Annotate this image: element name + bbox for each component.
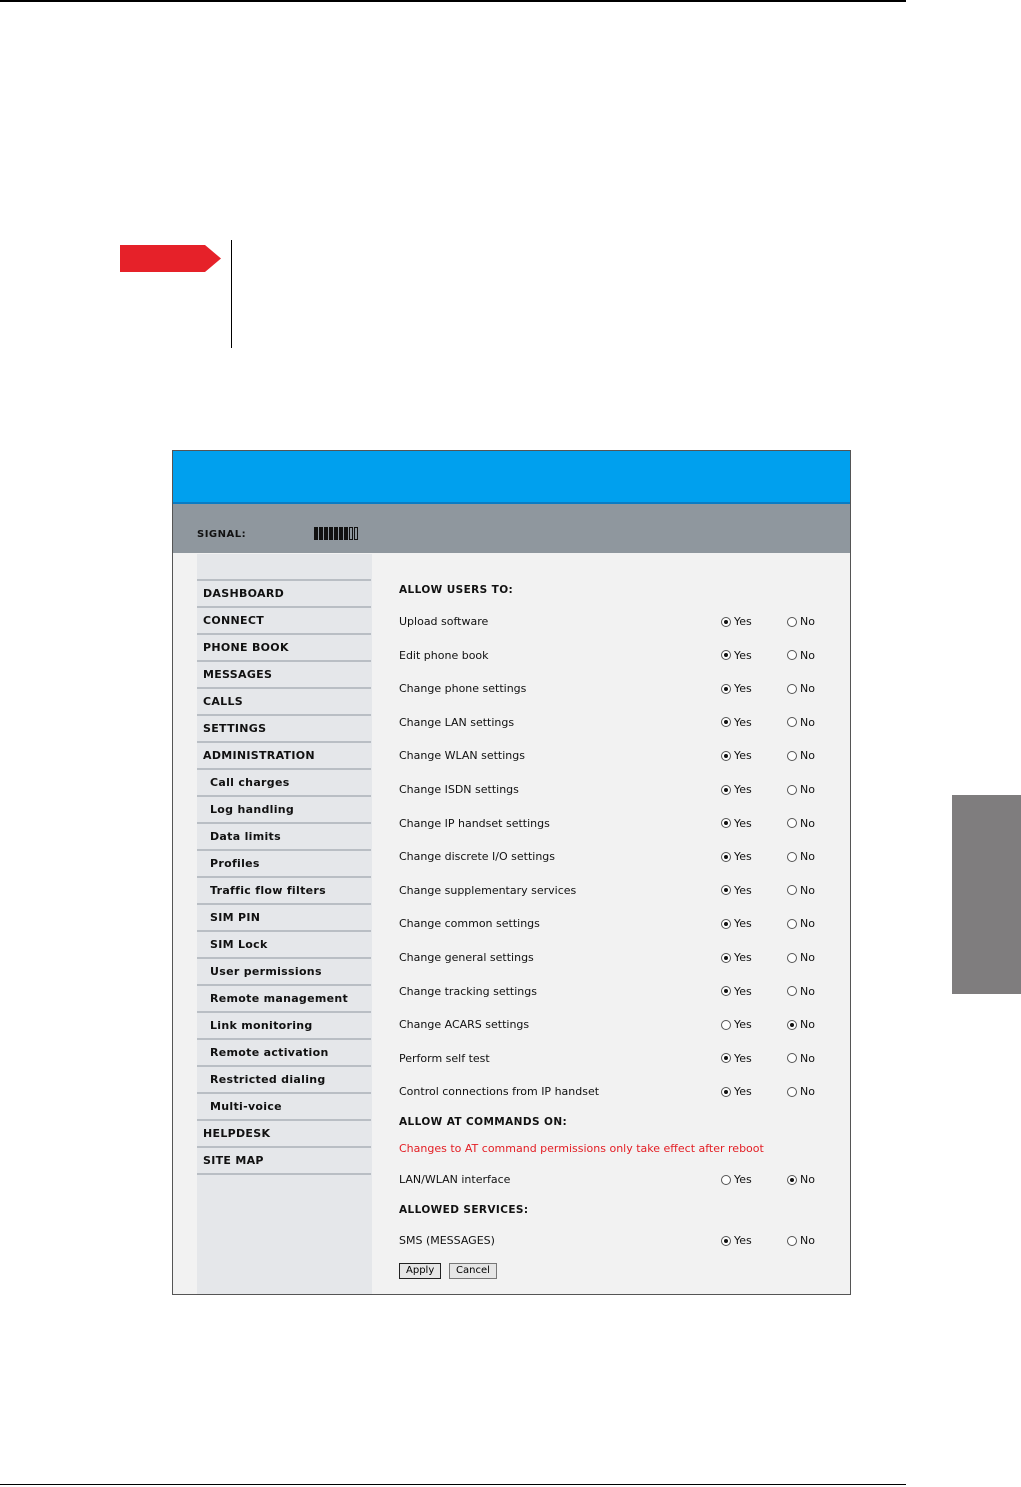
permission-row bbox=[399, 1018, 839, 1034]
no-option[interactable] bbox=[787, 917, 815, 930]
yes-label: Yes bbox=[734, 1051, 752, 1065]
permission-row bbox=[399, 749, 839, 765]
radio-yes-icon[interactable] bbox=[721, 885, 731, 895]
yes-option[interactable] bbox=[721, 716, 752, 729]
permission-row bbox=[399, 682, 839, 698]
radio-yes-icon[interactable] bbox=[721, 1087, 731, 1097]
reboot-warning: Changes to AT command permissions only take effect after reboot bbox=[399, 1142, 764, 1155]
sidebar-item-user-permissions[interactable]: User permissions bbox=[197, 959, 371, 986]
sidebar-item-data-limits[interactable]: Data limits bbox=[197, 824, 371, 851]
sidebar-nav bbox=[197, 554, 372, 1294]
permission-row bbox=[399, 917, 839, 933]
permission-row bbox=[399, 985, 839, 1001]
no-option[interactable] bbox=[787, 951, 815, 964]
no-option[interactable] bbox=[787, 1052, 815, 1065]
yes-label: Yes bbox=[734, 1234, 752, 1247]
no-option[interactable] bbox=[787, 985, 815, 998]
radio-no-icon[interactable] bbox=[787, 650, 797, 660]
sidebar-item-remote-management[interactable]: Remote management bbox=[197, 986, 371, 1013]
yes-label: Yes bbox=[734, 1018, 752, 1032]
no-label: No bbox=[800, 615, 815, 628]
sidebar-item-phone-book[interactable]: PHONE BOOK bbox=[197, 635, 371, 662]
sidebar-item-messages[interactable]: MESSAGES bbox=[197, 662, 371, 689]
radio-yes-icon[interactable] bbox=[721, 785, 731, 795]
yes-option[interactable] bbox=[721, 615, 752, 628]
yes-label: Yes bbox=[734, 883, 752, 897]
radio-no-icon[interactable] bbox=[787, 1175, 797, 1185]
section-title: ALLOW USERS TO: bbox=[399, 584, 514, 596]
permission-label: Perform self test bbox=[399, 1051, 490, 1065]
permission-label: SMS (MESSAGES) bbox=[399, 1234, 495, 1247]
sidebar-item-connect[interactable]: CONNECT bbox=[197, 608, 371, 635]
permission-row bbox=[399, 1085, 839, 1101]
radio-no-icon[interactable] bbox=[787, 818, 797, 828]
radio-yes-icon[interactable] bbox=[721, 1236, 731, 1246]
permission-row bbox=[399, 716, 839, 732]
radio-yes-icon[interactable] bbox=[721, 818, 731, 828]
no-option[interactable] bbox=[787, 716, 815, 729]
yes-option[interactable] bbox=[721, 817, 752, 830]
no-option[interactable] bbox=[787, 783, 815, 796]
permission-label: LAN/WLAN interface bbox=[399, 1173, 511, 1186]
no-option[interactable] bbox=[787, 649, 815, 662]
yes-label: Yes bbox=[734, 648, 752, 662]
signal-bar bbox=[324, 527, 328, 540]
radio-yes-icon[interactable] bbox=[721, 1053, 731, 1063]
yes-option[interactable] bbox=[721, 1052, 752, 1065]
signal-bar bbox=[319, 527, 323, 540]
permission-label: Change ISDN settings bbox=[399, 783, 519, 796]
no-label: No bbox=[800, 816, 815, 830]
chapter-side-tab bbox=[952, 795, 1021, 994]
permission-label: Change discrete I/O settings bbox=[399, 850, 556, 864]
no-label: No bbox=[800, 783, 815, 796]
yes-label: Yes bbox=[734, 984, 752, 998]
radio-no-icon[interactable] bbox=[787, 885, 797, 895]
yes-label: Yes bbox=[734, 682, 752, 696]
permission-row bbox=[399, 783, 839, 799]
no-option[interactable] bbox=[787, 1085, 815, 1098]
radio-no-icon[interactable] bbox=[787, 953, 797, 963]
radio-no-icon[interactable] bbox=[787, 919, 797, 929]
no-label: No bbox=[800, 648, 815, 662]
permission-label: Control connections from IP handset bbox=[399, 1085, 600, 1099]
apply-button[interactable]: Apply bbox=[399, 1263, 441, 1279]
yes-option[interactable] bbox=[721, 850, 752, 863]
sidebar-item-multi-voice[interactable]: Multi-voice bbox=[197, 1094, 371, 1121]
radio-no-icon[interactable] bbox=[787, 1053, 797, 1063]
no-label: No bbox=[800, 883, 815, 897]
web-interface-screenshot bbox=[172, 450, 851, 1295]
no-label: No bbox=[800, 917, 815, 931]
status-bar bbox=[173, 504, 850, 553]
signal-bar bbox=[339, 527, 343, 540]
permission-label: Change IP handset settings bbox=[399, 816, 550, 830]
signal-bar bbox=[329, 527, 333, 540]
sidebar-item-administration[interactable]: ADMINISTRATION bbox=[197, 743, 371, 770]
radio-no-icon[interactable] bbox=[787, 751, 797, 761]
yes-option[interactable] bbox=[721, 749, 752, 762]
radio-yes-icon[interactable] bbox=[721, 852, 731, 862]
no-option[interactable] bbox=[787, 1173, 815, 1186]
no-option[interactable] bbox=[787, 615, 815, 628]
permission-label: Upload software bbox=[399, 615, 489, 628]
sidebar-item-restricted-dialing[interactable]: Restricted dialing bbox=[197, 1067, 371, 1094]
sidebar-item-settings[interactable]: SETTINGS bbox=[197, 716, 371, 743]
radio-yes-icon[interactable] bbox=[721, 684, 731, 694]
radio-no-icon[interactable] bbox=[787, 1236, 797, 1246]
no-option[interactable] bbox=[787, 682, 815, 695]
yes-option[interactable] bbox=[721, 1085, 752, 1098]
note-arrow-icon bbox=[120, 245, 221, 272]
sidebar-item-sim-pin[interactable]: SIM PIN bbox=[197, 905, 371, 932]
yes-option[interactable] bbox=[721, 1173, 752, 1186]
signal-bar bbox=[349, 527, 353, 540]
permission-label: Edit phone book bbox=[399, 648, 489, 662]
sidebar-item-calls[interactable]: CALLS bbox=[197, 689, 371, 716]
signal-bar bbox=[314, 527, 318, 540]
yes-label: Yes bbox=[734, 783, 752, 796]
radio-no-icon[interactable] bbox=[787, 684, 797, 694]
signal-bar bbox=[344, 527, 348, 540]
radio-yes-icon[interactable] bbox=[721, 650, 731, 660]
yes-option[interactable] bbox=[721, 985, 752, 998]
sidebar-item-traffic-flow-filters[interactable]: Traffic flow filters bbox=[197, 878, 371, 905]
radio-yes-icon[interactable] bbox=[721, 1020, 731, 1030]
yes-label: Yes bbox=[734, 1085, 752, 1099]
section-title: ALLOW AT COMMANDS ON: bbox=[399, 1116, 568, 1128]
permission-label: Change LAN settings bbox=[399, 715, 515, 729]
no-option[interactable] bbox=[787, 850, 815, 863]
yes-option[interactable] bbox=[721, 951, 752, 964]
yes-label: Yes bbox=[734, 749, 752, 763]
radio-no-icon[interactable] bbox=[787, 986, 797, 996]
radio-yes-icon[interactable] bbox=[721, 717, 731, 727]
no-label: No bbox=[800, 1085, 815, 1099]
note-divider bbox=[231, 240, 232, 348]
section-title: ALLOWED SERVICES: bbox=[399, 1204, 529, 1216]
sidebar-item-helpdesk[interactable]: HELPDESK bbox=[197, 1121, 371, 1148]
sidebar-item-remote-activation[interactable]: Remote activation bbox=[197, 1040, 371, 1067]
permission-label: Change general settings bbox=[399, 951, 534, 964]
signal-strength-meter bbox=[314, 527, 358, 540]
signal-bar bbox=[354, 527, 358, 540]
yes-option[interactable] bbox=[721, 783, 752, 796]
sidebar-item-link-monitoring[interactable]: Link monitoring bbox=[197, 1013, 371, 1040]
sidebar-item-call-charges[interactable]: Call charges bbox=[197, 770, 371, 797]
no-label: No bbox=[800, 749, 815, 763]
cancel-button[interactable]: Cancel bbox=[449, 1263, 497, 1279]
permission-label: Change common settings bbox=[399, 917, 540, 931]
sidebar-item-site-map[interactable]: SITE MAP bbox=[197, 1148, 371, 1175]
radio-no-icon[interactable] bbox=[787, 717, 797, 727]
no-option[interactable] bbox=[787, 749, 815, 762]
sidebar-item-log-handling[interactable]: Log handling bbox=[197, 797, 371, 824]
no-label: No bbox=[800, 951, 815, 964]
signal-bar bbox=[334, 527, 338, 540]
permission-label: Change WLAN settings bbox=[399, 749, 525, 763]
permission-row bbox=[399, 1052, 839, 1068]
radio-yes-icon[interactable] bbox=[721, 919, 731, 929]
radio-no-icon[interactable] bbox=[787, 852, 797, 862]
no-label: No bbox=[800, 682, 815, 696]
yes-label: Yes bbox=[734, 715, 752, 729]
no-label: No bbox=[800, 1234, 815, 1247]
yes-label: Yes bbox=[734, 615, 752, 628]
no-label: No bbox=[800, 984, 815, 998]
yes-label: Yes bbox=[734, 917, 752, 931]
sidebar-item-dashboard[interactable]: DASHBOARD bbox=[197, 581, 371, 608]
no-label: No bbox=[800, 1018, 815, 1032]
page-top-rule bbox=[0, 0, 906, 2]
sidebar-item-profiles[interactable]: Profiles bbox=[197, 851, 371, 878]
radio-yes-icon[interactable] bbox=[721, 953, 731, 963]
permission-row bbox=[399, 615, 839, 631]
permission-row bbox=[399, 850, 839, 866]
radio-no-icon[interactable] bbox=[787, 785, 797, 795]
no-option[interactable] bbox=[787, 884, 815, 897]
permission-row bbox=[399, 1173, 839, 1189]
permission-row bbox=[399, 1234, 839, 1250]
no-label: No bbox=[800, 1051, 815, 1065]
header-banner bbox=[173, 451, 850, 504]
sidebar-item-sim-lock[interactable]: SIM Lock bbox=[197, 932, 371, 959]
yes-label: Yes bbox=[734, 951, 752, 964]
permission-label: Change phone settings bbox=[399, 682, 527, 696]
yes-option[interactable] bbox=[721, 682, 752, 695]
yes-option[interactable] bbox=[721, 1018, 752, 1031]
page-bottom-rule bbox=[0, 1484, 906, 1485]
no-option[interactable] bbox=[787, 1018, 815, 1031]
nav-list bbox=[197, 579, 371, 1175]
no-label: No bbox=[800, 1173, 815, 1186]
permission-label: Change supplementary services bbox=[399, 883, 577, 897]
signal-label: SIGNAL: bbox=[197, 529, 247, 540]
no-option[interactable] bbox=[787, 817, 815, 830]
permission-row bbox=[399, 817, 839, 833]
yes-label: Yes bbox=[734, 816, 752, 830]
yes-option[interactable] bbox=[721, 884, 752, 897]
yes-label: Yes bbox=[734, 1173, 752, 1186]
permission-label: Change ACARS settings bbox=[399, 1018, 530, 1032]
yes-label: Yes bbox=[734, 850, 752, 864]
radio-no-icon[interactable] bbox=[787, 1087, 797, 1097]
no-label: No bbox=[800, 850, 815, 864]
radio-no-icon[interactable] bbox=[787, 1020, 797, 1030]
radio-yes-icon[interactable] bbox=[721, 986, 731, 996]
radio-yes-icon[interactable] bbox=[721, 617, 731, 627]
permission-row bbox=[399, 884, 839, 900]
radio-yes-icon[interactable] bbox=[721, 751, 731, 761]
no-option[interactable] bbox=[787, 1234, 815, 1247]
no-label: No bbox=[800, 715, 815, 729]
permission-row bbox=[399, 951, 839, 967]
yes-option[interactable] bbox=[721, 1234, 752, 1247]
yes-option[interactable] bbox=[721, 649, 752, 662]
radio-no-icon[interactable] bbox=[787, 617, 797, 627]
permission-row bbox=[399, 649, 839, 665]
permission-label: Change tracking settings bbox=[399, 984, 537, 998]
radio-yes-icon[interactable] bbox=[721, 1175, 731, 1185]
yes-option[interactable] bbox=[721, 917, 752, 930]
